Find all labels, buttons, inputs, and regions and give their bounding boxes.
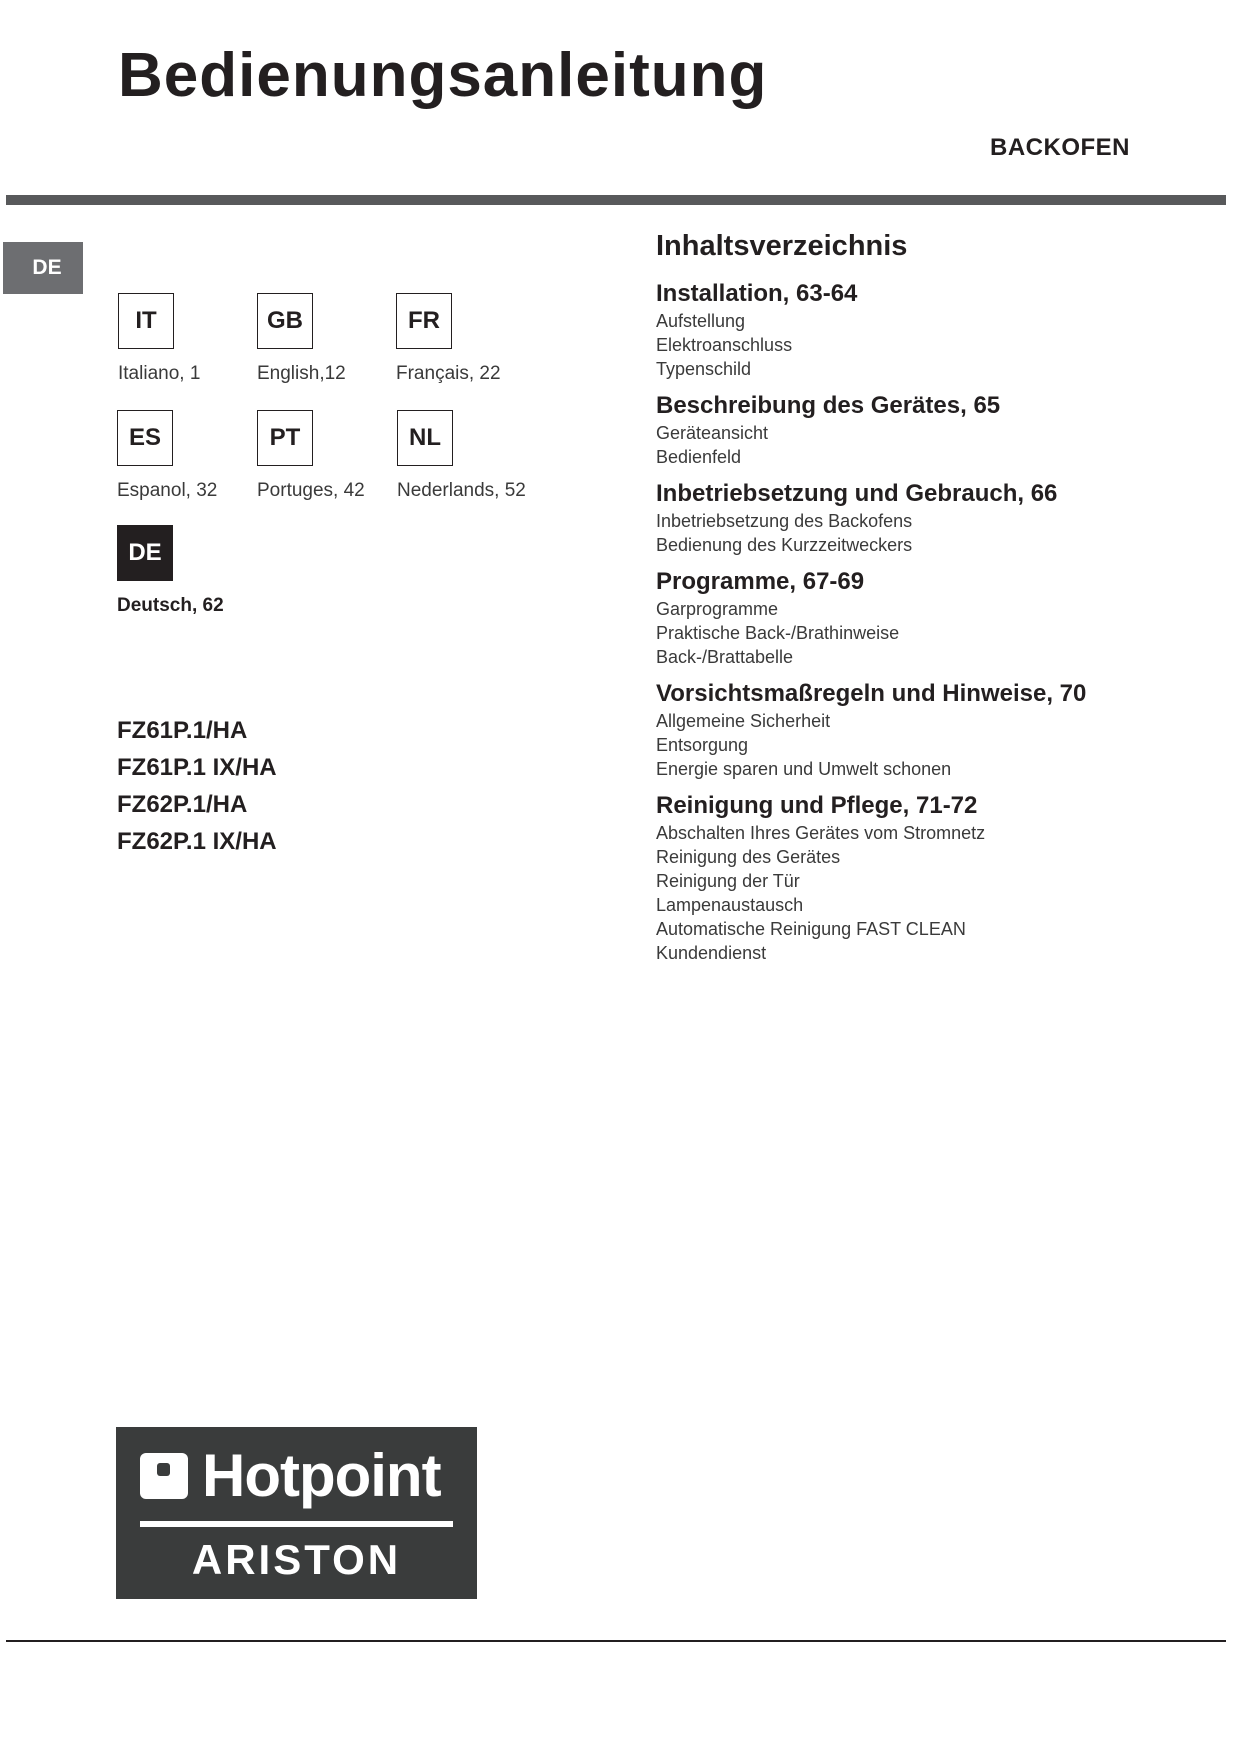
- toc-section-title[interactable]: Vorsichtsmaßregeln und Hinweise, 70: [656, 680, 1087, 707]
- toc-item[interactable]: Back-/Brattabelle: [656, 647, 794, 667]
- toc-section-programme: [656, 567, 1216, 669]
- toc-item[interactable]: Reinigung der Tür: [656, 871, 800, 891]
- toc-item[interactable]: Garprogramme: [656, 599, 779, 619]
- language-item-fr[interactable]: [396, 293, 556, 385]
- toc-item[interactable]: Reinigung des Gerätes: [656, 847, 841, 867]
- language-code-box: ES: [117, 410, 173, 466]
- brand-logo: [116, 1427, 477, 1599]
- language-code-box: FR: [396, 293, 452, 349]
- logo-brand-bottom: ARISTON: [191, 1536, 402, 1583]
- header-divider: [6, 195, 1226, 205]
- language-side-tab: DE: [3, 242, 83, 294]
- toc-section-title[interactable]: Reinigung und Pflege, 71-72: [656, 792, 978, 819]
- toc-section-reinigung: [656, 791, 1216, 965]
- toc-item[interactable]: Elektroanschluss: [656, 335, 793, 355]
- toc-item[interactable]: Abschalten Ihres Gerätes vom Stromnetz: [656, 823, 986, 843]
- language-label: Français, 22: [396, 363, 501, 384]
- logo-divider: [140, 1521, 453, 1527]
- model-number: FZ62P.1 IX/HA: [117, 828, 277, 855]
- toc-section-title[interactable]: Programme, 67-69: [656, 568, 865, 595]
- language-label: Italiano, 1: [118, 363, 201, 384]
- page-title: Bedienungsanleitung: [118, 41, 768, 110]
- toc-item[interactable]: Geräteansicht: [656, 423, 769, 443]
- footer-divider: [6, 1640, 1226, 1642]
- toc-section-vorsichtsmassregeln: [656, 679, 1216, 781]
- toc-item[interactable]: Bedienung des Kurzzeitweckers: [656, 535, 913, 555]
- language-item-es[interactable]: [117, 410, 277, 502]
- hotpoint-logo-icon: [140, 1453, 188, 1499]
- table-of-contents: [656, 230, 1216, 975]
- language-item-it[interactable]: [118, 293, 278, 385]
- language-label-selected: Deutsch, 62: [117, 595, 224, 616]
- toc-item[interactable]: Aufstellung: [656, 311, 746, 331]
- language-code-box: NL: [397, 410, 453, 466]
- toc-section-title[interactable]: Inbetriebsetzung und Gebrauch, 66: [656, 480, 1058, 507]
- language-label: Espanol, 32: [117, 480, 218, 501]
- toc-item[interactable]: Kundendienst: [656, 943, 767, 963]
- toc-item[interactable]: Energie sparen und Umwelt schonen: [656, 759, 952, 779]
- model-list: [117, 712, 277, 860]
- language-code-box: IT: [118, 293, 174, 349]
- toc-section-inbetriebsetzung: [656, 479, 1216, 557]
- language-label: Portuges, 42: [257, 480, 365, 501]
- language-label: Nederlands, 52: [397, 480, 526, 501]
- product-category: BACKOFEN: [990, 134, 1130, 161]
- toc-item[interactable]: Bedienfeld: [656, 447, 742, 467]
- language-item-de[interactable]: [117, 525, 277, 617]
- toc-section-beschreibung: [656, 391, 1216, 469]
- toc-heading: Inhaltsverzeichnis: [656, 230, 908, 262]
- toc-item[interactable]: Praktische Back-/Brathinweise: [656, 623, 900, 643]
- logo-brand-top: Hotpoint: [202, 1442, 441, 1509]
- language-code-box: GB: [257, 293, 313, 349]
- toc-item[interactable]: Typenschild: [656, 359, 752, 379]
- toc-section-title[interactable]: Beschreibung des Gerätes, 65: [656, 392, 1001, 419]
- language-label: English,12: [257, 363, 346, 384]
- model-number: FZ61P.1 IX/HA: [117, 754, 277, 781]
- toc-item[interactable]: Automatische Reinigung FAST CLEAN: [656, 919, 966, 939]
- model-number: FZ61P.1/HA: [117, 717, 248, 744]
- toc-section-installation: [656, 279, 1216, 381]
- language-code-box: PT: [257, 410, 313, 466]
- model-number: FZ62P.1/HA: [117, 791, 248, 818]
- language-item-nl[interactable]: [397, 410, 557, 502]
- toc-section-title[interactable]: Installation, 63-64: [656, 280, 858, 307]
- toc-item[interactable]: Inbetriebsetzung des Backofens: [656, 511, 913, 531]
- language-item-gb[interactable]: [257, 293, 417, 385]
- language-code-box-selected: DE: [117, 525, 173, 581]
- toc-item[interactable]: Entsorgung: [656, 735, 749, 755]
- toc-item[interactable]: Allgemeine Sicherheit: [656, 711, 831, 731]
- toc-item[interactable]: Lampenaustausch: [656, 895, 804, 915]
- language-item-pt[interactable]: [257, 410, 417, 502]
